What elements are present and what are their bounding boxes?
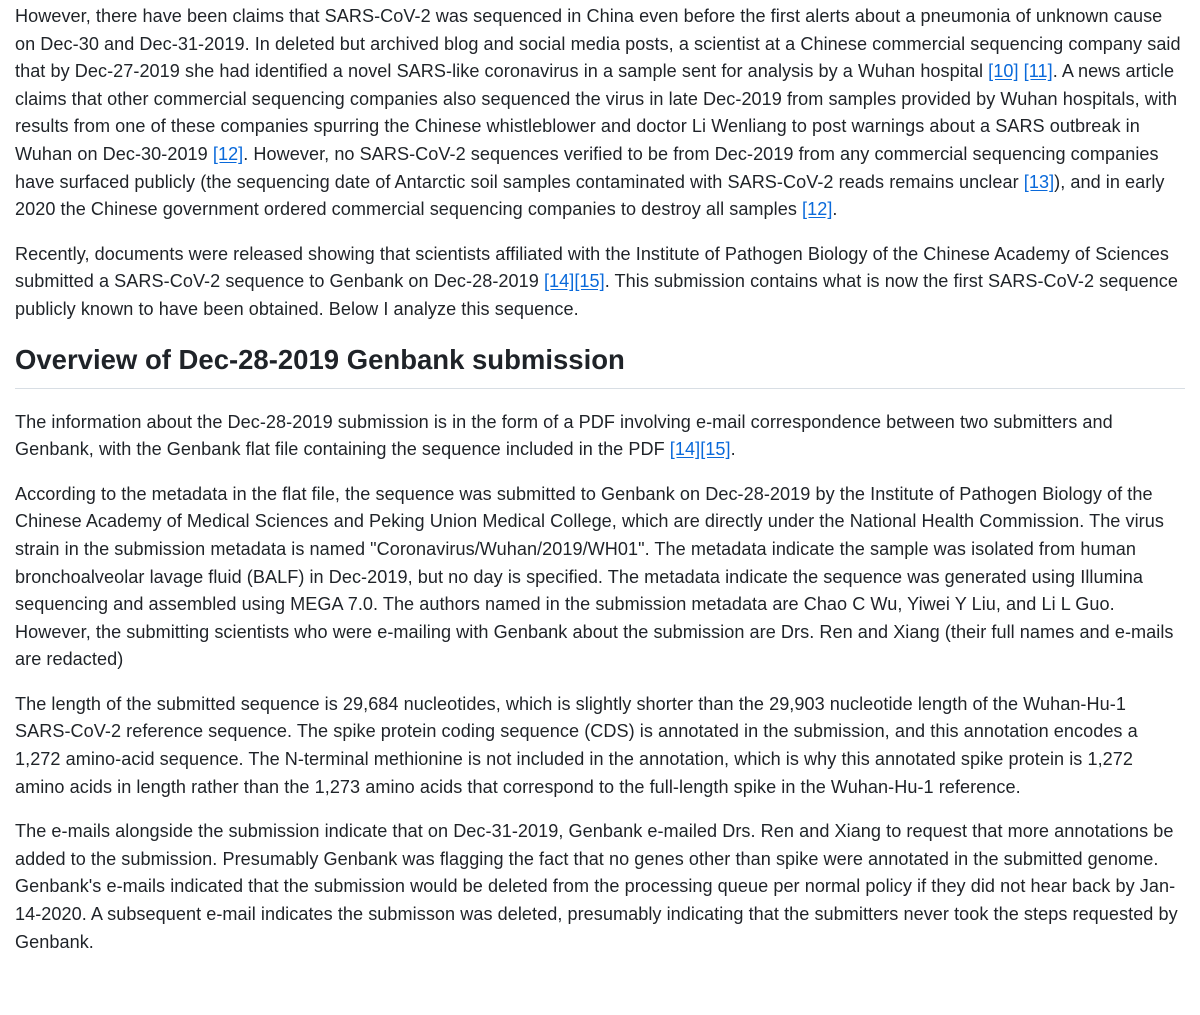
text-run: ), and in early 2020 the Chinese government ordered commercial sequencing companies to destroy all samples — [15, 171, 1165, 220]
text-run: However, there have been claims that SARS-CoV-2 was sequenced in China even before the first alerts about a pneumonia of unknown cause on Dec-30 and Dec-31-2019. In deleted but archived blog and social media posts, a scientist at a Chinese commercial sequencing company said that by Dec-27-2019 she had identified a novel SARS-like coronavirus in a sample sent for analysis by a Wuhan hospital — [15, 6, 1181, 82]
citation-link-10[interactable]: [10] — [988, 61, 1019, 82]
text-run: . This submission contains what is now the first SARS-CoV-2 sequence publicly known to have been obtained. Below I analyze this sequence. — [15, 271, 1178, 319]
citation-link-15[interactable]: [15] — [700, 439, 731, 460]
citation-link-14[interactable]: [14] — [543, 271, 575, 292]
text-run: Recently, documents were released showing that scientists affiliated with the Institute of Pathogen Biology of the Chinese Academy of Sciences submitted a SARS-CoV-2 sequence to Genbank on Dec-28-2019 — [15, 243, 1170, 292]
citation-link-12[interactable]: [12] — [802, 199, 833, 220]
citation-link-15[interactable]: [15] — [574, 271, 605, 292]
paragraph-submission-pdf: The information about the Dec-28-2019 submission is in the form of a PDF involving e-mail correspondence between two submitters and Genbank, with the Genbank flat file containing the sequence included in the PDF [14][15]. — [15, 411, 1113, 460]
paragraph-emails: The e-mails alongside the submission indicate that on Dec-31-2019, Genbank e-mailed Drs. Ren and Xiang to request that more annotations be added to the submission. Presumably Genbank was flagging the fact that no genes other than spike were annotated in the submitted genome. Genbank's e-mails indicated that the submission would be deleted from the processing queue per normal policy if they did not hear back by Jan-14-2020. A subsequent e-mail indicates the submisson was deleted, presumably indicating that the submitters never took the steps requested by Genbank. — [15, 821, 1178, 952]
text-run: . However, no SARS-CoV-2 sequences verified to be from Dec-2019 from any commercial sequencing companies have surfaced publicly (the sequencing date of Antarctic soil samples contaminated with SARS-CoV-2 reads remains unclear — [15, 143, 1159, 192]
paragraph-documents-released — [15, 241, 1185, 324]
citation-link-14[interactable]: [14] — [669, 439, 701, 460]
paragraph-metadata: According to the metadata in the flat file, the sequence was submitted to Genbank on Dec-28-2019 by the Institute of Pathogen Biology of the Chinese Academy of Medical Sciences and Peking Union Medical College, which are directly under the National Health Commission. The virus strain in the submission metadata is named "Coronavirus/Wuhan/2019/WH01". The metadata indicate the sample was isolated from human bronchoalveolar lavage fluid (BALF) in Dec-2019, but no day is specified. The metadata indicate the sequence was generated using Illumina sequencing and assembled using MEGA 7.0. The authors named in the submission metadata are Chao C Wu, Yiwei Y Liu, and Li L Guo. However, the submitting scientists who were e-mailing with Genbank about the submission are Drs. Ren and Xiang (their full names and e-mails are redacted) — [15, 483, 1174, 670]
paragraph-sequence-length: The length of the submitted sequence is 29,684 nucleotides, which is slightly shorter than the 29,903 nucleotide length of the Wuhan-Hu-1 SARS-CoV-2 reference sequence. The spike protein coding sequence (CDS) is annotated in the submission, and this annotation encodes a 1,272 amino-acid sequence. The N-terminal methionine is not included in the annotation, which is why this annotated spike protein is 1,272 amino acids in length rather than the 1,273 amino acids that correspond to the full-length spike in the Wuhan-Hu-1 reference. — [15, 693, 1138, 797]
citation-link-11[interactable]: [11] — [1023, 61, 1053, 82]
text-run: The information about the Dec-28-2019 submission is in the form of a PDF involving e-mail correspondence between two submitters and Genbank, with the Genbank flat file containing the sequence included in the PDF — [15, 411, 1113, 460]
text-run: . A news article claims that other commercial sequencing companies also sequenced the virus in late Dec-2019 from samples provided by Wuhan hospitals, with results from one of these companies spurring the Chinese whistleblower and doctor Li Wenliang to post warnings about a SARS outbreak in Wuhan on Dec-30-2019 — [15, 61, 1178, 164]
section-heading: Overview of Dec-28-2019 Genbank submission — [15, 342, 1185, 389]
paragraph-early-sequencing-claims: However, there have been claims that SARS-CoV-2 was sequenced in China even before the first alerts about a pneumonia of unknown cause on Dec-30 and Dec-31-2019. In deleted but archived blog and social media posts, a scientist at a Chinese commercial sequencing company said that by Dec-27-2019 she had identified a novel SARS-like coronavirus in a sample sent for analysis by a Wuhan hospital [10] [11]. A news article claims that other commercial sequencing companies also sequenced the virus in late Dec-2019 from samples provided by Wuhan hospitals, with results from one of these companies spurring the Chinese whistleblower and doctor Li Wenliang to post warnings about a SARS outbreak in Wuhan on Dec-30-2019 [12]. However, no SARS-CoV-2 sequences verified to be from Dec-2019 from any commercial sequencing companies have surfaced publicly (the sequencing date of Antarctic soil samples contaminated with SARS-CoV-2 reads remains unclear [13]), and in early 2020 the Chinese government ordered commercial sequencing companies to destroy all samples [12]. — [15, 6, 1181, 220]
citation-link-12[interactable]: [12] — [212, 143, 244, 164]
citation-link-13[interactable]: [13] — [1023, 171, 1055, 192]
